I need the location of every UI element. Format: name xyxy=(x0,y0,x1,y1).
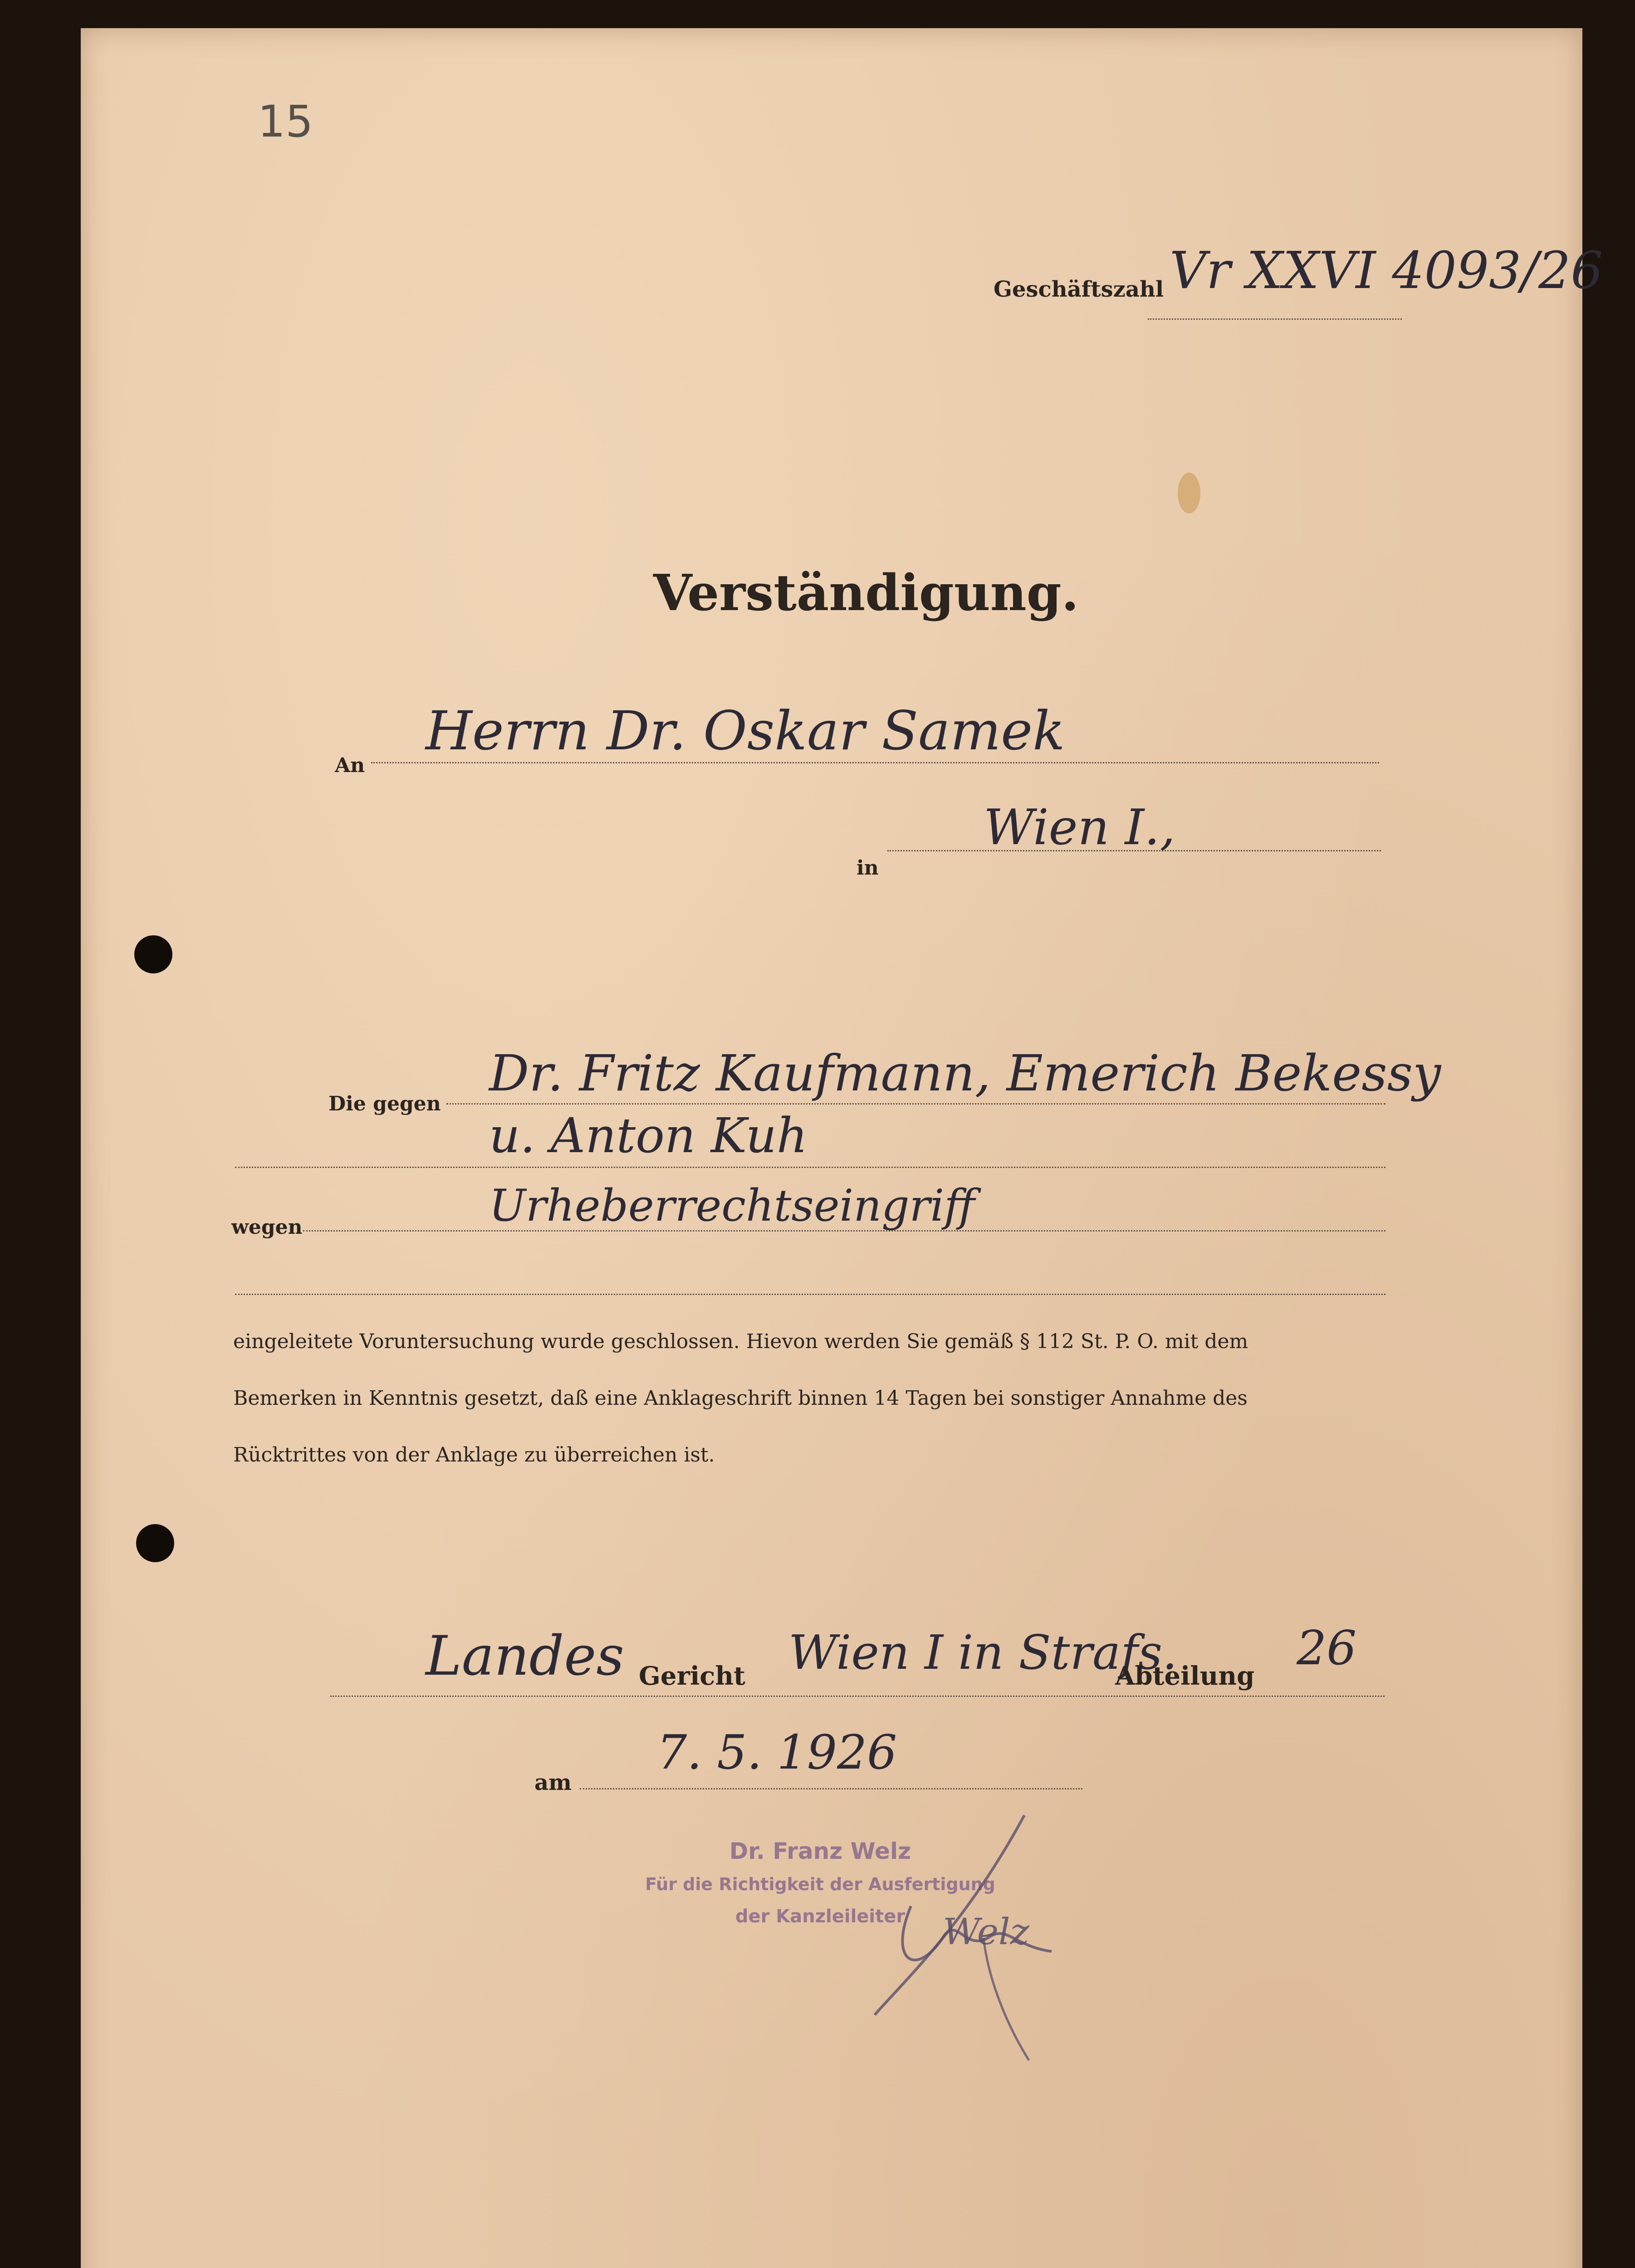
addressee-label: An xyxy=(335,754,365,777)
offense-label: wegen xyxy=(231,1216,303,1239)
stamp-line-3: der Kanzleileiter xyxy=(735,1906,906,1927)
location-label: in xyxy=(857,856,879,880)
defendants-value-1: Dr. Fritz Kaufmann, Emerich Bekessy xyxy=(489,1044,1441,1102)
punch-hole-top xyxy=(134,935,172,973)
defendants-label: Die gegen xyxy=(328,1092,441,1115)
addressee-value: Herrn Dr. Oskar Samek xyxy=(426,699,1065,762)
document-title: Verständigung. xyxy=(653,563,1079,622)
court-label: Gericht xyxy=(639,1661,745,1691)
document-page xyxy=(81,28,1603,2268)
court-line xyxy=(330,1696,1385,1697)
offense-value: Urheberrechtseingriff xyxy=(489,1180,975,1231)
date-label: am xyxy=(534,1770,572,1795)
defendants-value-2: u. Anton Kuh xyxy=(489,1108,808,1163)
offense-line-2 xyxy=(235,1294,1385,1295)
signature: Welz xyxy=(943,1911,1029,1953)
defendants-line-1 xyxy=(446,1103,1385,1105)
date-value: 7. 5. 1926 xyxy=(657,1725,897,1780)
location-value: Wien I., xyxy=(984,799,1175,856)
court-prefix: Landes xyxy=(426,1625,624,1688)
department-number: 26 xyxy=(1297,1620,1357,1676)
body-text-line-2: Bemerken in Kenntnis gesetzt, daß eine Anklageschrift binnen 14 Tagen bei sonstiger Annahme des xyxy=(233,1387,1248,1410)
case-number-line xyxy=(1148,318,1402,320)
stamp-line-2: Für die Richtigkeit der Ausfertigung xyxy=(645,1874,995,1894)
paper-stain xyxy=(1178,473,1200,513)
addressee-line xyxy=(371,762,1379,763)
department-label: Abteilung xyxy=(1115,1661,1255,1691)
punch-hole-bottom xyxy=(136,1524,174,1562)
body-text-line-1: eingeleitete Voruntersuchung wurde geschlossen. Hievon werden Sie gemäß § 112 St. P. O. mit dem xyxy=(233,1330,1248,1353)
page-number: 15 xyxy=(258,96,313,147)
signature-strokes xyxy=(752,1788,1124,2069)
case-number-label: Geschäftszahl xyxy=(994,277,1164,302)
stamp-line-1: Dr. Franz Welz xyxy=(729,1838,911,1864)
court-place: Wien I in Strafs. xyxy=(788,1625,1178,1680)
defendants-line-2 xyxy=(235,1167,1385,1168)
case-number-value: Vr XXVI 4093/26 xyxy=(1170,241,1603,300)
body-text-line-3: Rücktrittes von der Anklage zu überreichen ist. xyxy=(233,1443,715,1466)
